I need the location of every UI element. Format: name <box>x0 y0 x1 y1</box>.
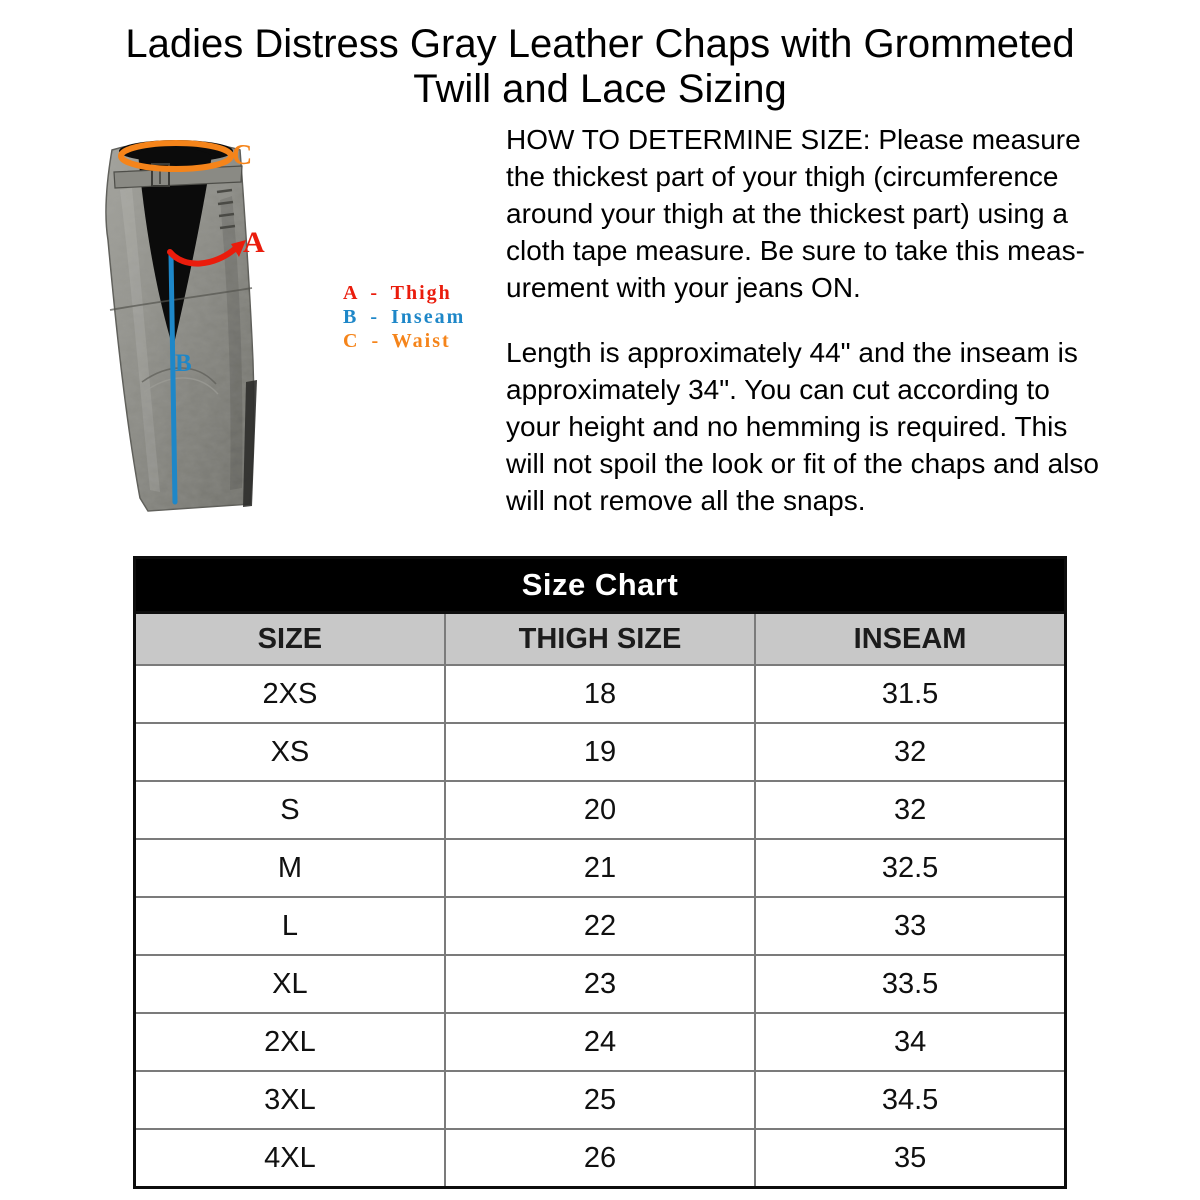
column-header-thigh-size: THIGH SIZE <box>445 613 755 666</box>
para1-line: the thickest part of your thigh (circumference <box>506 161 1059 192</box>
para1-line: around your thigh at the thickest part) using a <box>506 198 1068 229</box>
size-chart-title: Size Chart <box>135 558 1066 613</box>
para2-line: will not remove all the snaps. <box>506 485 866 516</box>
para1-line: urement with your jeans ON. <box>506 272 861 303</box>
legend-inseam: B - Inseam <box>343 306 466 328</box>
cell-thigh: 25 <box>445 1071 755 1129</box>
cell-size: L <box>135 897 445 955</box>
title-line-1: Ladies Distress Gray Leather Chaps with Grommeted <box>125 22 1075 66</box>
cell-thigh: 22 <box>445 897 755 955</box>
cell-thigh: 24 <box>445 1013 755 1071</box>
sizing-instructions <box>506 121 1186 547</box>
cell-size: S <box>135 781 445 839</box>
cell-inseam: 32.5 <box>755 839 1065 897</box>
table-row <box>135 955 1066 1013</box>
inseam-marker-label: B <box>175 350 192 377</box>
para2-line: Length is approximately 44" and the inseam is <box>506 337 1078 368</box>
size-chart-title-row <box>135 558 1066 613</box>
measurement-legend <box>343 281 465 353</box>
cell-inseam: 31.5 <box>755 665 1065 723</box>
para2-line: your height and no hemming is required. This <box>506 411 1068 442</box>
cell-inseam: 34 <box>755 1013 1065 1071</box>
cell-inseam: 32 <box>755 723 1065 781</box>
size-chart-table <box>133 556 1067 1189</box>
cell-size: 2XL <box>135 1013 445 1071</box>
waist-marker-label: C <box>232 140 253 171</box>
cell-inseam: 35 <box>755 1129 1065 1188</box>
legend-thigh: A - Thigh <box>343 282 452 304</box>
column-header-inseam: INSEAM <box>755 613 1065 666</box>
cell-thigh: 19 <box>445 723 755 781</box>
para2-line: will not spoil the look or fit of the chaps and also <box>506 448 1100 479</box>
table-row <box>135 723 1066 781</box>
cell-size: XS <box>135 723 445 781</box>
table-row <box>135 781 1066 839</box>
cell-size: M <box>135 839 445 897</box>
cell-thigh: 23 <box>445 955 755 1013</box>
table-row <box>135 1013 1066 1071</box>
legend-waist: C - Waist <box>343 330 451 352</box>
table-row <box>135 1129 1066 1188</box>
table-row <box>135 1071 1066 1129</box>
para2-line: approximately 34". You can cut according to <box>506 374 1050 405</box>
column-header-size: SIZE <box>135 613 445 666</box>
cell-thigh: 21 <box>445 839 755 897</box>
table-row <box>135 897 1066 955</box>
cell-thigh: 26 <box>445 1129 755 1188</box>
title-line-2: Twill and Lace Sizing <box>413 67 787 111</box>
size-chart-header-row <box>135 613 1066 666</box>
cell-size: 3XL <box>135 1071 445 1129</box>
para1-line: cloth tape measure. Be sure to take this meas- <box>506 235 1085 266</box>
cell-thigh: 20 <box>445 781 755 839</box>
cell-inseam: 32 <box>755 781 1065 839</box>
cell-size: 2XS <box>135 665 445 723</box>
cell-inseam: 33.5 <box>755 955 1065 1013</box>
page-title <box>0 22 1200 112</box>
table-row <box>135 665 1066 723</box>
thigh-marker-label: A <box>243 226 265 259</box>
cell-inseam: 34.5 <box>755 1071 1065 1129</box>
cell-size: 4XL <box>135 1129 445 1188</box>
cell-thigh: 18 <box>445 665 755 723</box>
table-row <box>135 839 1066 897</box>
cell-size: XL <box>135 955 445 1013</box>
cell-inseam: 33 <box>755 897 1065 955</box>
para1-line: HOW TO DETERMINE SIZE: Please measure <box>506 124 1081 155</box>
chaps-product-image <box>100 130 300 550</box>
